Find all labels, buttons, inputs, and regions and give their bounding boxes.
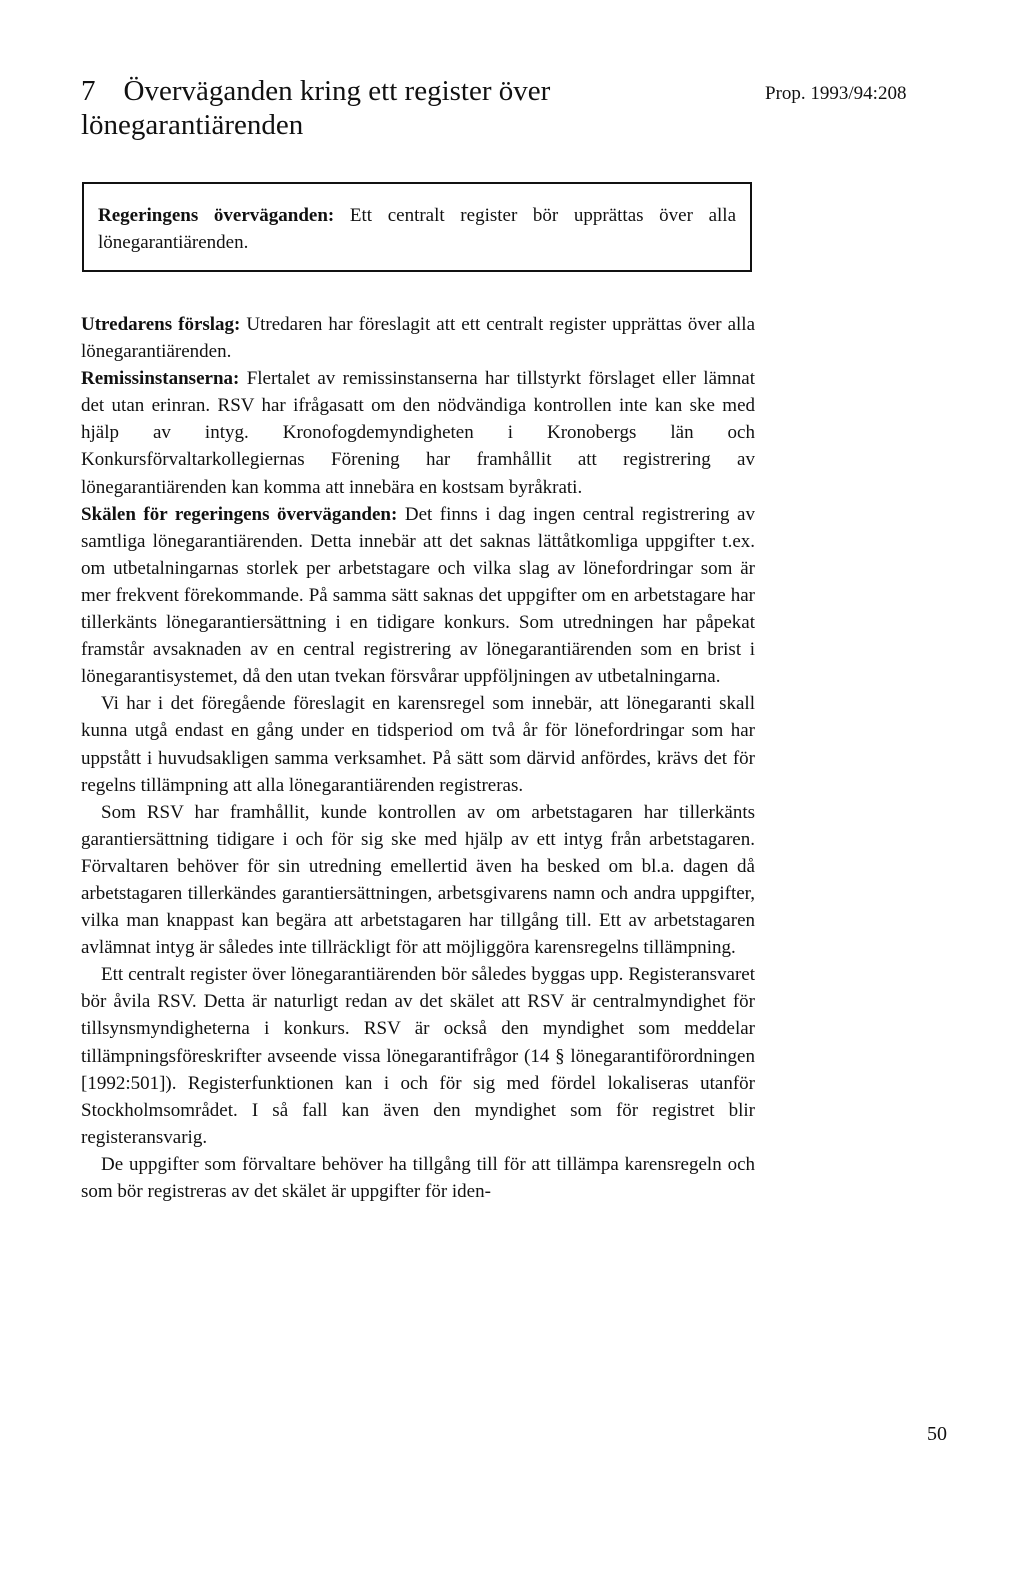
section-consultation [81, 365, 755, 500]
paragraph: Som RSV har framhållit, kunde kontrollen av om arbetstagaren har tillerkänts garantiersättning tidigare i och för sig ske med hjälp av ett intyg från arbetstagaren. Förvaltaren behöver för sin utredning emellertid även ha besked om bl.a. dagen då arbetstagaren tillerkändes garantiersättningen, arbetsgivarens namn och andra uppgifter, vilka man knappast kan begära att arbetstagaren har tillgång till. Ett av arbetstagaren avlämnat intyg är således inte tillräckligt för att möjliggöra karensregelns tillämpning. [81, 801, 755, 959]
section-reasons [81, 501, 755, 691]
paragraph: Ett centralt register över lönegarantiärenden bör således byggas upp. Registeransvaret bör åvila RSV. Detta är naturligt redan av det skälet att RSV är centralmyndighet för tillsynsmyndigheterna i konkurs. RSV är också den myndighet som meddelar tillämpningsföreskrifter avseende vissa lönegarantifrågor (14 § lönegarantiförordningen [1992:501]). Registerfunktionen kan i och för sig med fördel lokaliseras utanför Stockholmsområdet. I så fall kan även den myndighet som för registret blir registeransvarig. [81, 964, 755, 1148]
section-text: Flertalet av remissinstanserna har tillstyrkt förslaget eller lämnat det utan erinran. RSV har ifrågasatt om den nödvändiga kontrollen inte kan ske med hjälp av intyg. Kronofogdemyndigheten i Kronobergs län och Konkursförvaltarkollegiernas Förening har framhållit att registrering av lönegarantiärenden kan komma att innebära en kostsam byråkrati. [81, 368, 755, 498]
body-text [81, 311, 755, 1205]
page-number: 50 [927, 1423, 947, 1445]
chapter-title-text: Överväganden kring ett register över lönegarantiärenden [81, 75, 551, 141]
summary-box [82, 182, 752, 272]
proposition-reference: Prop. 1993/94:208 [765, 83, 907, 104]
section-proposal [81, 311, 755, 365]
section-lead: Skälen för regeringens överväganden: [81, 503, 398, 525]
paragraph-continued: De uppgifter som förvaltare behöver ha tillgång till för att tillämpa karensregeln och som bör registreras av det skälet är uppgifter för iden- [81, 1153, 755, 1202]
chapter-number: 7 [81, 75, 96, 107]
summary-lead: Regeringens överväganden: [98, 205, 335, 226]
paragraph: Vi har i det föregående föreslagit en karensregel som innebär, att lönegaranti skall kunna utgå endast en gång under en tidsperiod om två år för lönefordringar som har uppstått i huvudsakligen samma verksamhet. På sätt som därvid anfördes, krävs det för regelns tillämpning att alla lönegarantiärenden registreras. [81, 693, 755, 796]
summary-text: Ett centralt register bör upprättas över alla lönegarantiärenden. [98, 205, 737, 253]
section-text: Det finns i dag ingen central registrering av samtliga lönegarantiärenden. Detta innebär att det saknas lättåtkomliga uppgifter t.ex. om utbetalningarnas storlek per arbetstagare och vilka slag av lönefordringar som är mer frekvent förekommande. På samma sätt saknas det uppgifter om en arbetstagare har tillerkänts lönegarantiersättning i en tidigare konkurs. Som utredningen har påpekat framstår avsaknaden av en central registrering av lönegarantiärenden som en brist i lönegarantisystemet, då den utan tvekan försvårar uppföljningen av utbetalningarna. [81, 503, 755, 688]
chapter-heading [81, 74, 641, 142]
section-lead: Utredarens förslag: [81, 314, 241, 335]
section-text: Utredaren har föreslagit att ett centralt register upprättas över alla lönegarantiärenden. [81, 314, 755, 363]
section-lead: Remissinstanserna: [81, 368, 240, 390]
